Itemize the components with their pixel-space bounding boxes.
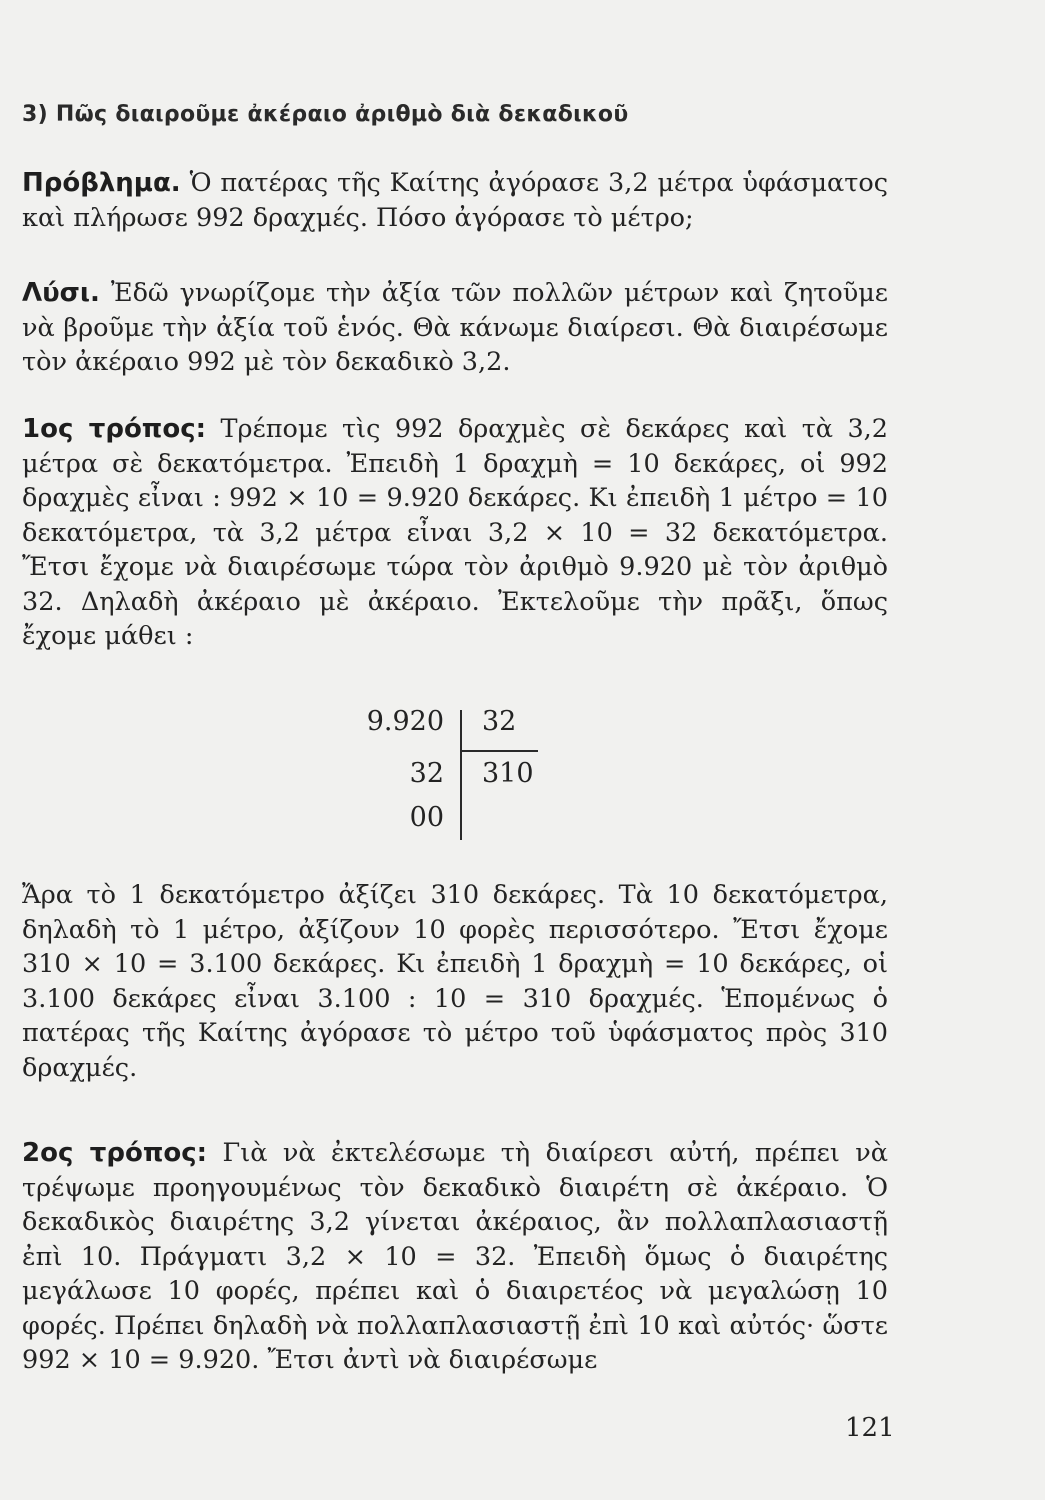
problem-paragraph [22, 166, 888, 235]
solution-label: Λύσι. [22, 278, 100, 308]
division-product: 32 [409, 758, 444, 789]
long-division [340, 704, 600, 844]
division-remainder: 00 [409, 802, 444, 833]
page-number: 121 [845, 1413, 895, 1443]
division-divisor: 32 [482, 706, 517, 737]
conclusion-paragraph: Ἄρα τὸ 1 δεκατόμετρο ἀξίζει 310 δεκάρες. Τὰ 10 δεκατόμετρα, δηλαδὴ τὸ 1 μέτρο, ἀξίζουν 10 φορὲς περισσότερο. Ἔτσι ἔχομε 310 × 10 = 3.100 δεκάρες. Κι ἐπειδὴ 1 δραχμὴ = 10 δεκάρες, οἱ 3.100 δεκάρες εἶναι 3.100 : 10 = 310 δραχμές. Ἑπομένως ὁ πατέρας τῆς Καίτης ἀγόρασε τὸ μέτρο τοῦ ὑφάσματος πρὸς 310 δραχμές. [22, 880, 888, 1083]
problem-text: Ὁ πατέρας τῆς Καίτης ἀγόρασε 3,2 μέτρα ὑφάσματος καὶ πλήρωσε 992 δραχμές. Πόσο ἀγόρασε τὸ μέτρο; [22, 168, 888, 233]
solution-text: Ἐδῶ γνωρίζομε τὴν ἀξία τῶν πολλῶν μέτρων καὶ ζητοῦμε νὰ βροῦμε τὴν ἀξία τοῦ ἑνός. Θὰ κάνωμε διαίρεσι. Θὰ διαιρέσωμε τὸν ἀκέραιο 992 μὲ τὸν δεκαδικὸ 3,2. [22, 278, 888, 377]
method1-text: Τρέπομε τὶς 992 δραχμὲς σὲ δεκάρες καὶ τὰ 3,2 μέτρα σὲ δεκατόμετρα. Ἐπειδὴ 1 δραχμὴ = 10 δεκάρες, οἱ 992 δραχμὲς εἶναι : 992 × 10 = 9.920 δεκάρες. Κι ἐπειδὴ 1 μέτρο = 10 δεκατόμετρα, τὰ 3,2 μέτρα εἶναι 3,2 × 10 = 32 δεκατόμετρα. Ἔτσι ἔχομε νὰ διαιρέσωμε τώρα τὸν ἀριθμὸ 9.920 μὲ τὸν ἀριθμὸ 32. Δηλαδὴ ἀκέραιο μὲ ἀκέραιο. Ἐκτελοῦμε τὴν πρᾶξι, ὅπως ἔχομε μάθει : [22, 414, 889, 651]
division-quotient: 310 [482, 758, 534, 789]
method2-text: Γιὰ νὰ ἐκτελέσωμε τὴ διαίρεσι αὐτή, πρέπει νὰ τρέψωμε προηγουμένως τὸν δεκαδικὸ διαιρέτη σὲ ἀκέραιο. Ὁ δεκαδικὸς διαιρέτης 3,2 γίνεται ἀκέραιος, ἂν πολλαπλασιαστῇ ἐπὶ 10. Πράγματι 3,2 × 10 = 32. Ἐπειδὴ ὅμως ὁ διαιρέτης μεγάλωσε 10 φορές, πρέπει καὶ ὁ διαιρετέος νὰ μεγαλώσῃ 10 φορές. Πρέπει δηλαδὴ νὰ πολλαπλασιαστῇ ἐπὶ 10 καὶ αὐτός· ὥστε 992 × 10 = 9.920. Ἔτσι ἀντὶ νὰ διαιρέσωμε [22, 1138, 888, 1375]
division-vertical-line [460, 710, 462, 840]
division-dividend: 9.920 [366, 706, 444, 737]
problem-label: Πρόβλημα. [22, 168, 181, 198]
method2-label: 2ος τρόπος: [22, 1138, 208, 1168]
section-heading: 3) Πῶς διαιροῦμε ἀκέραιο ἀριθμὸ διὰ δεκαδικοῦ [22, 102, 629, 127]
method2-paragraph [22, 1136, 888, 1378]
method1-paragraph [22, 412, 888, 654]
method1-label: 1ος τρόπος: [22, 414, 207, 444]
division-horizontal-line [460, 750, 538, 752]
solution-paragraph [22, 276, 888, 380]
